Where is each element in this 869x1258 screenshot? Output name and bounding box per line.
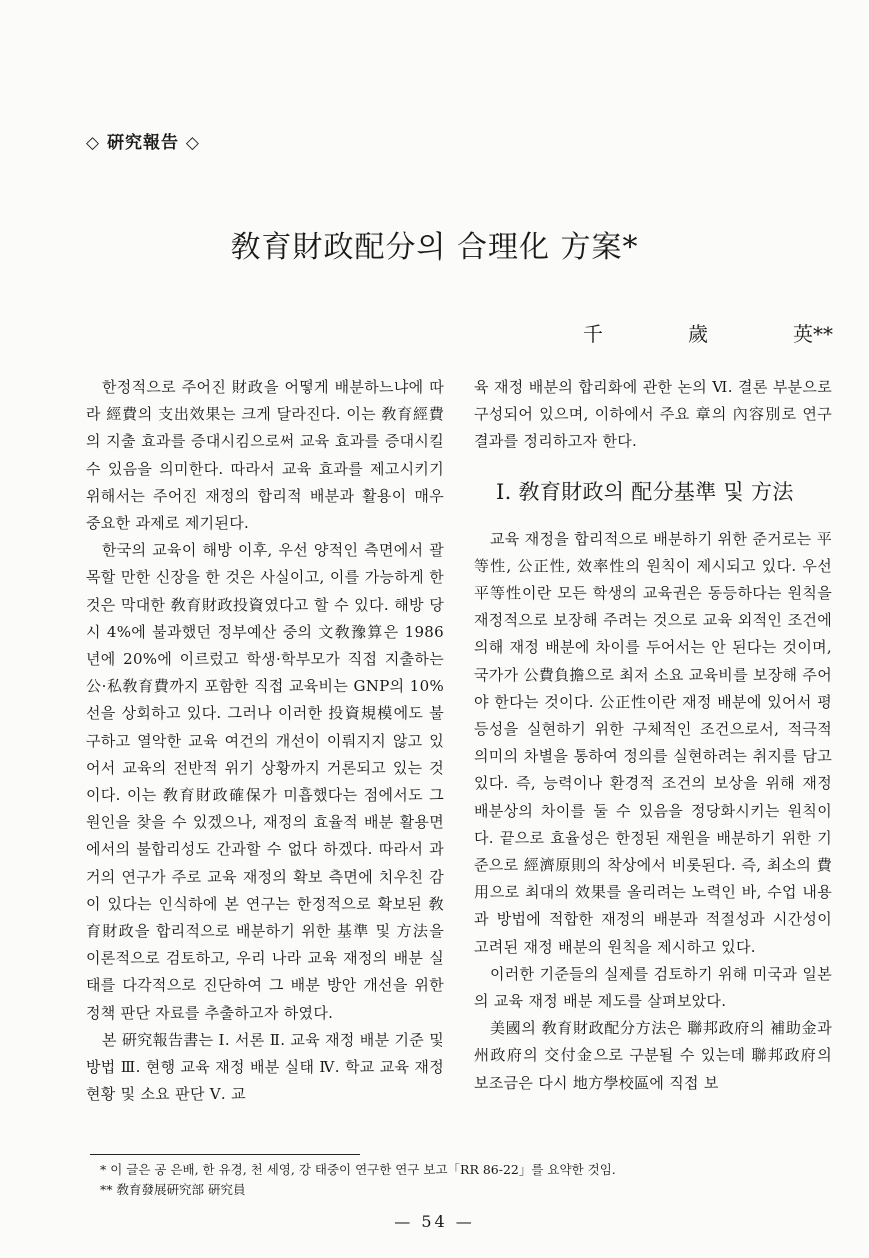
left-column	[86, 374, 444, 1108]
article-title: 敎育財政配分의 合理化 方案*	[230, 230, 639, 265]
footnotes	[100, 1160, 800, 1200]
body-paragraph: 한국의 교육이 해방 이후, 우선 양적인 측면에서 괄목할 만한 신장을 한 것은 사실이고, 이를 가능하게 한 것은 막대한 敎育財政投資였다고 할 수 있다. 해방 당시 4%에 불과했던 정부예산 중의 文敎豫算은 1986년에 20%에 이르렀고 학생·학부모가 직접 지출하는 公·私敎育費까지 포함한 직접 교육비는 GNP의 10%선을 상회하고 있다. 그러나 이러한 投資規模에도 불구하고 열악한 교육 여건의 개선이 이뤄지지 않고 있어서 교육의 전반적 위기 상황까지 거론되고 있는 것이다. 이는 敎育財政確保가 미흡했다는 점에서도 그 원인을 찾을 수 있겠으나, 재정의 효율적 배분 활용면에서의 불합리성도 간과할 수 없다 하겠다. 따라서 과거의 연구가 주로 교육 재정의 확보 측면에 치우친 감이 있다는 인식하에 본 연구는 한정적으로 확보된 敎育財政을 합리적으로 배분하기 위한 基準 및 方法을 이론적으로 검토하고, 우리 나라 교육 재정의 배분 실태를 다각적으로 진단하여 그 배분 방안 개선을 위한 정책 판단 자료를 추출하고자 하였다.	[86, 541, 444, 1022]
body-paragraph: 본 硏究報告書는 Ⅰ. 서론 Ⅱ. 교육 재정 배분 기준 및 방법 Ⅲ. 현행 교육 재정 배분 실태 Ⅳ. 학교 교육 재정 현황 및 소요 판단 Ⅴ. 교	[86, 1030, 444, 1104]
footnote: * 이 글은 공 은배, 한 유경, 천 세영, 강 태중이 연구한 연구 보고「RR 86-22」를 요약한 것임.	[100, 1162, 616, 1177]
page-number: — 54 —	[394, 1212, 475, 1231]
right-column	[474, 374, 832, 1097]
body-paragraph: 교육 재정을 합리적으로 배분하기 위한 준거로는 平等性, 公正性, 效率性의 원칙이 제시되고 있다. 우선 平等性이란 모든 학생의 교육권은 동등하다는 원칙을 재정적으로 보장해 주려는 것으로 교육 외적인 조건에 의해 재정 배분에 차이를 두어서는 안 된다는 것이며, 국가가 公費負擔으로 최저 소요 교육비를 보장해 주어야 한다는 것이다. 公正性이란 재정 배분에 있어서 평등성을 실현하기 위한 구체적인 조건으로서, 적극적 의미의 차별을 통하여 정의를 실현하려는 취지를 담고 있다. 즉, 능력이나 환경적 조건의 보상을 위해 재정 배분상의 차이를 둘 수 있음을 정당화시키는 원칙이다. 끝으로 효율성은 한정된 재원을 배분하기 위한 기준으로 經濟原則의 착상에서 비롯된다. 즉, 최소의 費用으로 최대의 效果를 올리려는 노력인 바, 수업 내용과 방법에 적합한 재정의 배분과 적절성과 시간성이 고려된 재정 배분의 원칙을 제시하고 있다.	[474, 529, 832, 956]
section-label: ◇ 硏究報告 ◇	[86, 133, 200, 153]
author-name-part: 英**	[793, 322, 833, 346]
body-paragraph: 美國의 敎育財政配分方法은 聯邦政府의 補助金과 州政府의 交付金으로 구분될 수 있는데 聯邦政府의 보조금은 다시 地方學校區에 직접 보	[474, 1019, 832, 1092]
footnote-divider	[90, 1154, 360, 1155]
body-paragraph: 한정적으로 주어진 財政을 어떻게 배분하느냐에 따라 經費의 支出效果는 크게 달라진다. 이는 敎育經費의 지출 효과를 증대시킴으로써 교육 효과를 증대시킬 수 있음을 의미한다. 따라서 교육 효과를 제고시키기 위해서는 주어진 재정의 합리적 배분과 활용이 매우 중요한 과제로 제기된다.	[86, 378, 444, 533]
footnote: ** 敎育發展硏究部 硏究員	[100, 1182, 246, 1197]
body-paragraph-continued: 육 재정 배분의 합리화에 관한 논의 Ⅵ. 결론 부분으로 구성되어 있으며, 이하에서 주요 章의 內容別로 연구 결과를 정리하고자 한다.	[474, 378, 832, 451]
author-byline	[583, 318, 833, 347]
body-paragraph: 이러한 기준들의 실제를 검토하기 위해 미국과 일본의 교육 재정 배분 제도를 살펴보았다.	[474, 964, 832, 1011]
section-heading: Ⅰ. 敎育財政의 配分基準 및 方法	[496, 479, 794, 504]
author-name-part: 千	[583, 322, 603, 346]
author-name-part: 歲	[688, 322, 708, 346]
